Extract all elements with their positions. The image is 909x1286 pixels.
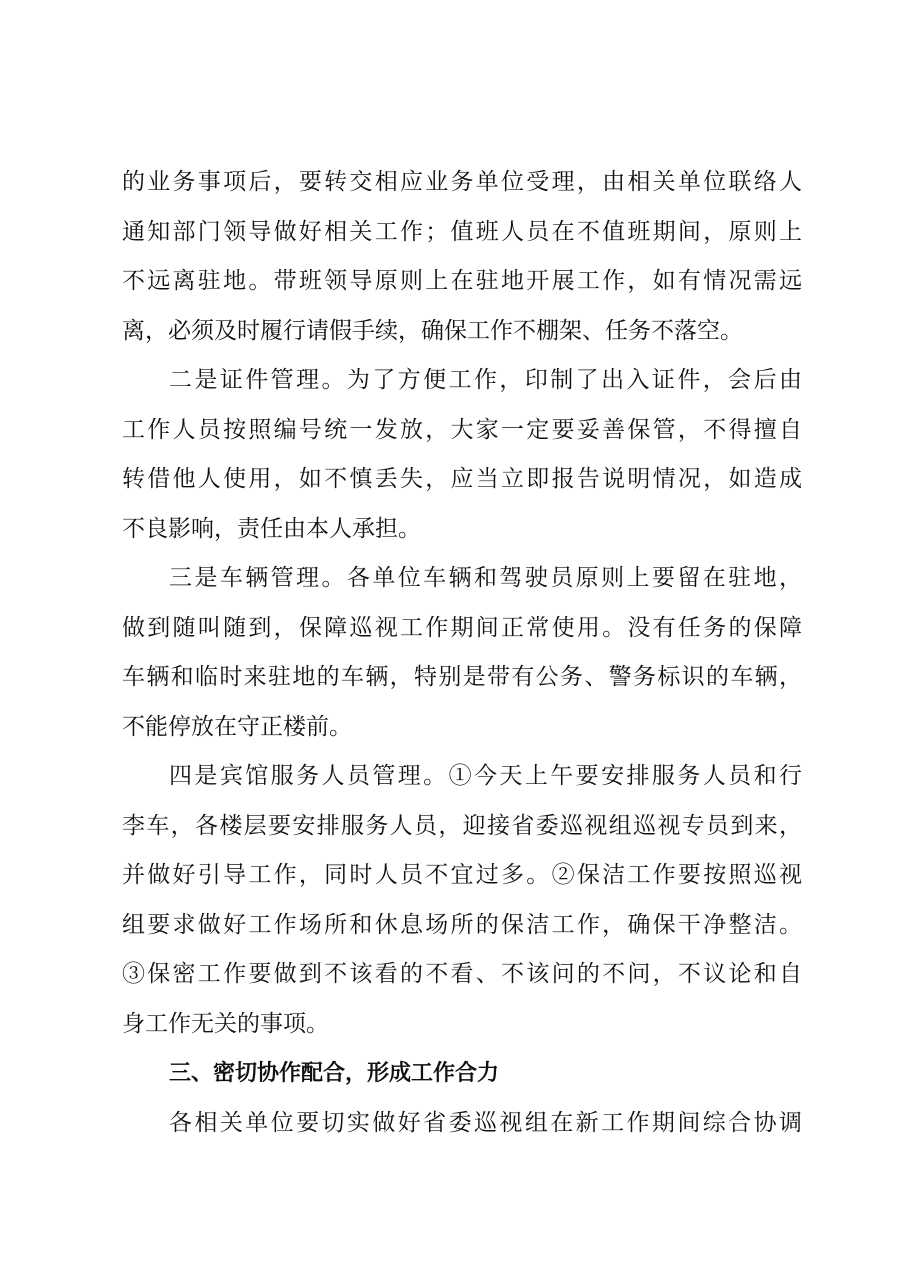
text-line: 组要求做好工作场所和休息场所的保洁工作，确保干净整洁。 bbox=[122, 911, 802, 938]
text-line: 离，必须及时履行请假手续，确保工作不棚架、任务不落空。 bbox=[122, 317, 743, 344]
text-line: 的业务事项后，要转交相应业务单位受理，由相关单位联络人 bbox=[122, 169, 802, 195]
text-line: 车辆和临时来驻地的车辆，特别是带有公务、警务标识的车辆， bbox=[122, 664, 802, 690]
document-body bbox=[122, 158, 802, 1148]
text-line: 通知部门领导做好相关工作；值班人员在不值班期间，原则上 bbox=[122, 218, 802, 245]
text-line: 李车，各楼层要安排服务人员，迎接省委巡视组巡视专员到来， bbox=[122, 812, 802, 839]
text-line: 做到随叫随到，保障巡视工作期间正常使用。没有任务的保障 bbox=[122, 614, 802, 641]
paragraph-first-line: 四是宾馆服务人员管理。①今天上午要安排服务人员和行 bbox=[169, 763, 802, 789]
paragraph-first-line: 三是车辆管理。各单位车辆和驾驶员原则上要留在驻地， bbox=[169, 565, 802, 591]
paragraph-first-line: 各相关单位要切实做好省委巡视组在新工作期间综合协调 bbox=[169, 1109, 802, 1136]
text-line: 并做好引导工作，同时人员不宜过多。②保洁工作要按照巡视 bbox=[122, 862, 802, 888]
section-heading: 三、密切协作配合，形成工作合力 bbox=[169, 1061, 500, 1086]
text-line: 不能停放在守正楼前。 bbox=[122, 713, 352, 740]
text-line: 工作人员按照编号统一发放，大家一定要妥善保管，不得擅自 bbox=[122, 416, 802, 443]
text-line: 转借他人使用，如不慎丢失，应当立即报告说明情况，如造成 bbox=[122, 466, 802, 492]
text-line: 身工作无关的事项。 bbox=[122, 1010, 329, 1037]
text-line: 不良影响，责任由本人承担。 bbox=[122, 515, 421, 542]
text-line: ③保密工作要做到不该看的不看、不该问的不问，不议论和自 bbox=[122, 961, 802, 987]
text-line: 不远离驻地。带班领导原则上在驻地开展工作，如有情况需远 bbox=[122, 268, 802, 294]
paragraph-first-line: 二是证件管理。为了方便工作，印制了出入证件，会后由 bbox=[169, 367, 802, 393]
